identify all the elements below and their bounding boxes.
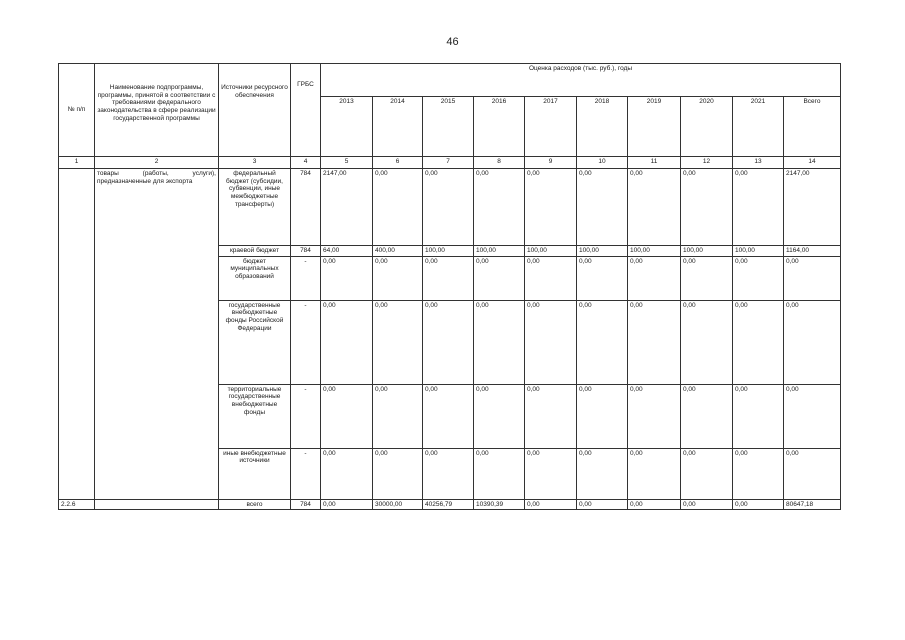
value-cell: 0,00 — [577, 499, 628, 510]
column-number: 4 — [291, 157, 321, 169]
grbs-code: - — [291, 448, 321, 499]
value-cell: 0,00 — [321, 448, 373, 499]
column-number: 11 — [628, 157, 681, 169]
column-number: 12 — [681, 157, 733, 169]
value-cell: 0,00 — [373, 300, 423, 384]
column-number: 14 — [784, 157, 841, 169]
grbs-code: 784 — [291, 169, 321, 246]
value-cell: 0,00 — [681, 169, 733, 246]
header-year: 2018 — [577, 97, 628, 157]
value-cell: 0,00 — [681, 384, 733, 448]
source-label: территориальные государственные внебюджетные фонды — [219, 384, 291, 448]
column-number: 3 — [219, 157, 291, 169]
table-row — [59, 169, 841, 246]
total-cell: 1164,00 — [784, 246, 841, 257]
column-number: 2 — [95, 157, 219, 169]
item-number-cell — [59, 169, 95, 500]
source-label: государственные внебюджетные фонды Российской Федерации — [219, 300, 291, 384]
value-cell: 0,00 — [628, 499, 681, 510]
value-cell: 0,00 — [474, 256, 525, 300]
header-col-name: Наименование подпрограммы, программы, принятой в соответствии с требованиями федерального законодательства в сфере реализации государственной программы — [95, 64, 219, 157]
value-cell: 0,00 — [577, 169, 628, 246]
value-cell: 0,00 — [525, 256, 577, 300]
value-cell: 0,00 — [525, 499, 577, 510]
value-cell: 0,00 — [423, 300, 474, 384]
value-cell: 100,00 — [525, 246, 577, 257]
source-label: краевой бюджет — [219, 246, 291, 257]
source-label: бюджет муниципальных образований — [219, 256, 291, 300]
total-label: всего — [219, 499, 291, 510]
value-cell: 0,00 — [577, 256, 628, 300]
header-year: 2014 — [373, 97, 423, 157]
grbs-code: - — [291, 256, 321, 300]
source-label: федеральный бюджет (субсидии, субвенции, иные межбюджетные трансферты) — [219, 169, 291, 246]
value-cell: 0,00 — [474, 384, 525, 448]
total-cell: 80647,18 — [784, 499, 841, 510]
header-row-1 — [59, 64, 841, 97]
column-number: 5 — [321, 157, 373, 169]
header-col-source: Источники ресурсного обеспечения — [219, 64, 291, 157]
column-number: 7 — [423, 157, 474, 169]
value-cell: 0,00 — [525, 300, 577, 384]
value-cell: 0,00 — [628, 256, 681, 300]
value-cell: 0,00 — [474, 300, 525, 384]
value-cell: 0,00 — [321, 256, 373, 300]
value-cell: 0,00 — [373, 256, 423, 300]
value-cell: 0,00 — [733, 384, 784, 448]
budget-table — [58, 63, 841, 510]
column-number-row — [59, 157, 841, 169]
value-cell: 100,00 — [577, 246, 628, 257]
value-cell: 100,00 — [423, 246, 474, 257]
value-cell: 0,00 — [423, 169, 474, 246]
value-cell: 0,00 — [681, 256, 733, 300]
value-cell: 0,00 — [628, 300, 681, 384]
value-cell: 0,00 — [577, 448, 628, 499]
column-number: 10 — [577, 157, 628, 169]
header-year: 2013 — [321, 97, 373, 157]
page-number: 46 — [446, 36, 459, 48]
grbs-code: 784 — [291, 246, 321, 257]
value-cell: 0,00 — [525, 384, 577, 448]
total-cell: 0,00 — [784, 384, 841, 448]
value-cell: 0,00 — [733, 169, 784, 246]
total-cell: 2147,00 — [784, 169, 841, 246]
source-label: иные внебюджетные источники — [219, 448, 291, 499]
total-cell: 0,00 — [784, 256, 841, 300]
value-cell: 10390,39 — [474, 499, 525, 510]
header-year: 2015 — [423, 97, 474, 157]
value-cell: 0,00 — [577, 384, 628, 448]
value-cell: 0,00 — [628, 169, 681, 246]
header-col-estimate: Оценка расходов (тыс. руб.), годы — [321, 64, 841, 97]
value-cell: 0,00 — [423, 256, 474, 300]
header-year: 2019 — [628, 97, 681, 157]
value-cell: 0,00 — [373, 448, 423, 499]
total-cell: 0,00 — [784, 448, 841, 499]
value-cell: 0,00 — [628, 448, 681, 499]
value-cell: 40256,79 — [423, 499, 474, 510]
value-cell: 0,00 — [577, 300, 628, 384]
total-name-cell — [95, 499, 219, 510]
column-number: 6 — [373, 157, 423, 169]
header-year: 2016 — [474, 97, 525, 157]
grbs-code: - — [291, 300, 321, 384]
column-number: 9 — [525, 157, 577, 169]
total-row — [59, 499, 841, 510]
item-name: товары (работы, услуги), предназначенные для экспорта — [95, 169, 219, 500]
value-cell: 30000,00 — [373, 499, 423, 510]
value-cell: 2147,00 — [321, 169, 373, 246]
column-number: 8 — [474, 157, 525, 169]
header-col-grbs: ГРБС — [291, 64, 321, 157]
value-cell: 0,00 — [681, 300, 733, 384]
header-year-total: Всего — [784, 97, 841, 157]
value-cell: 0,00 — [525, 169, 577, 246]
value-cell: 100,00 — [628, 246, 681, 257]
value-cell: 64,00 — [321, 246, 373, 257]
grbs-code: - — [291, 384, 321, 448]
value-cell: 0,00 — [321, 499, 373, 510]
value-cell: 0,00 — [733, 499, 784, 510]
column-number: 1 — [59, 157, 95, 169]
value-cell: 100,00 — [733, 246, 784, 257]
value-cell: 0,00 — [681, 499, 733, 510]
value-cell: 0,00 — [733, 256, 784, 300]
value-cell: 400,00 — [373, 246, 423, 257]
value-cell: 100,00 — [681, 246, 733, 257]
total-cell: 0,00 — [784, 300, 841, 384]
value-cell: 0,00 — [733, 300, 784, 384]
item-number: 2.2.6 — [59, 499, 95, 510]
header-year: 2021 — [733, 97, 784, 157]
value-cell: 0,00 — [733, 448, 784, 499]
header-col-num: № п/п — [59, 64, 95, 157]
column-number: 13 — [733, 157, 784, 169]
grbs-code: 784 — [291, 499, 321, 510]
value-cell: 0,00 — [321, 384, 373, 448]
header-year: 2017 — [525, 97, 577, 157]
value-cell: 0,00 — [321, 300, 373, 384]
header-year: 2020 — [681, 97, 733, 157]
value-cell: 0,00 — [474, 169, 525, 246]
value-cell: 0,00 — [423, 384, 474, 448]
value-cell: 0,00 — [525, 448, 577, 499]
value-cell: 100,00 — [474, 246, 525, 257]
value-cell: 0,00 — [681, 448, 733, 499]
value-cell: 0,00 — [423, 448, 474, 499]
value-cell: 0,00 — [373, 384, 423, 448]
value-cell: 0,00 — [628, 384, 681, 448]
value-cell: 0,00 — [474, 448, 525, 499]
value-cell: 0,00 — [373, 169, 423, 246]
